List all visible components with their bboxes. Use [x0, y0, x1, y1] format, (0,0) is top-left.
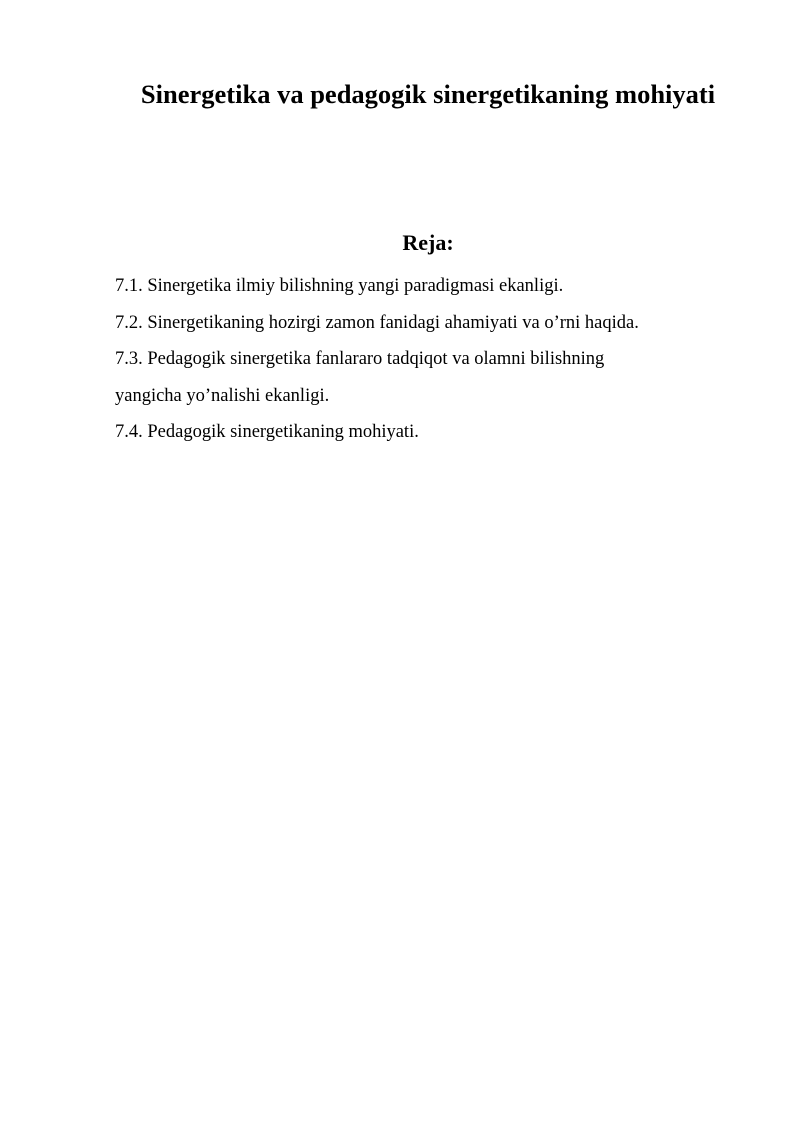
plan-item-7-1: [115, 268, 735, 305]
plan-list: [115, 268, 735, 451]
document-title: Sinergetika va pedagogik sinergetikaning mohiyati: [140, 79, 716, 109]
plan-item-7-4: [115, 414, 735, 451]
plan-item-7-3: [115, 341, 735, 414]
plan-item-7-2: [115, 305, 735, 342]
plan-item-line: 7.3. Pedagogik sinergetika fanlararo tadqiqot va olamni bilishning: [115, 349, 605, 369]
plan-item-line: 7.2. Sinergetikaning hozirgi zamon fanidagi ahamiyati va o’rni haqida.: [115, 312, 639, 333]
plan-heading: Reja:: [402, 230, 454, 255]
plan-item-line: 7.4. Pedagogik sinergetikaning mohiyati.: [115, 422, 419, 442]
plan-item-line-continued: yangicha yo’nalishi ekanligi.: [115, 385, 330, 406]
plan-item-line: 7.1. Sinergetika ilmiy bilishning yangi paradigmasi ekanligi.: [115, 276, 564, 296]
